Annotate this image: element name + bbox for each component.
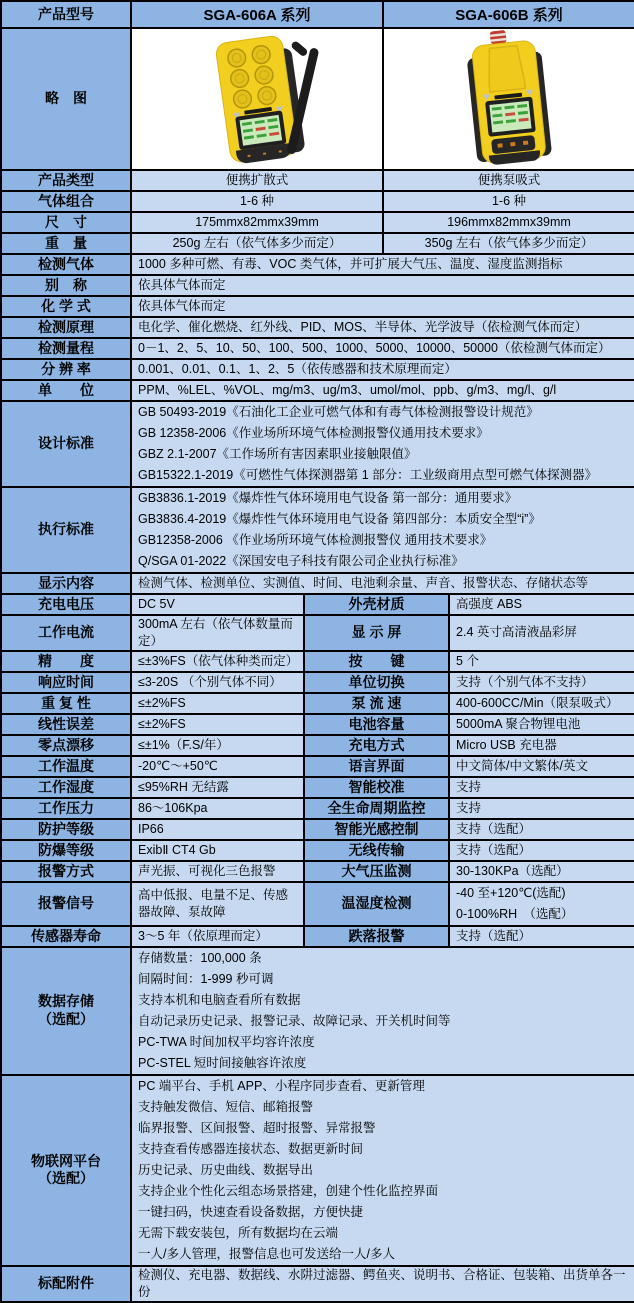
spec-row-label: 设计标准 (1, 401, 131, 487)
spec-row-label: 报警方式 (1, 861, 131, 882)
spec-row-label-2: 跌落报警 (304, 926, 449, 947)
spec-value-line: 支持企业个性化云组态场景搭建，创建个性化监控界面 (138, 1183, 439, 1198)
spec-value-line: 存储数量：100,000 条 (138, 950, 262, 965)
spec-value-multiline (131, 401, 634, 487)
spec-value: 1000 多种可燃、有毒、VOC 类气体，并可扩展大气压、温度、湿度监测指标 (131, 254, 634, 275)
spec-row-label: 充电电压 (1, 594, 131, 615)
spec-value-left: ≤±2%FS (131, 693, 304, 714)
spec-row-label: 工作温度 (1, 756, 131, 777)
series-a-header: SGA-606A 系列 (131, 1, 383, 28)
spec-row (1, 170, 634, 191)
spec-value: 0.001、0.01、0.1、1、2、5（依传感器和技术原理而定） (131, 359, 634, 380)
spec-row (1, 615, 634, 651)
spec-value-left: ≤±3%FS（依气体种类而定） (131, 651, 304, 672)
sga-606a-device-photo (132, 29, 382, 169)
spec-value: PPM、%LEL、%VOL、mg/m3、ug/m3、umol/mol、ppb、g/m3、mg/l、g/l (131, 380, 634, 401)
spec-row (1, 380, 634, 401)
spec-value-right: 400-600CC/Min（限泵吸式） (449, 693, 634, 714)
spec-row (1, 1, 634, 28)
sga-606b-device-photo (384, 29, 634, 169)
spec-row-label: 传感器寿命 (1, 926, 131, 947)
spec-value-line: 历史记录、历史曲线、数据导出 (138, 1162, 314, 1177)
spec-value-right: 支持（选配） (449, 819, 634, 840)
spec-row-label (1, 947, 131, 1075)
spec-row (1, 735, 634, 756)
spec-value-line: GB 12358-2006《作业场所环境气体检测报警仪通用技术要求》 (138, 426, 489, 440)
spec-row-label: 化 学 式 (1, 296, 131, 317)
spec-value: 检测气体、检测单位、实测值、时间、电池剩余量、声音、报警状态、存储状态等 (131, 573, 634, 594)
spec-value-line: 一人/多人管理，报警信息也可发送给一人/多人 (138, 1246, 395, 1261)
spec-row-label-line2: （选配） (38, 1170, 94, 1187)
spec-value: 依具体气体而定 (131, 296, 634, 317)
spec-row-label: 线性误差 (1, 714, 131, 735)
spec-row-label (1, 1075, 131, 1266)
spec-row (1, 840, 634, 861)
spec-value-right: 支持 (449, 777, 634, 798)
spec-row (1, 28, 634, 170)
spec-row-label-2: 泵 流 速 (304, 693, 449, 714)
spec-row (1, 573, 634, 594)
spec-value-left: -20℃～+50℃ (131, 756, 304, 777)
spec-row-label: 响应时间 (1, 672, 131, 693)
spec-value-b: 1-6 种 (383, 191, 634, 212)
spec-value-left: ≤95%RH 无结露 (131, 777, 304, 798)
spec-row-label-2: 温湿度检测 (304, 882, 449, 926)
spec-row-label: 防护等级 (1, 819, 131, 840)
spec-value-right: 支持（个别气体不支持） (449, 672, 634, 693)
spec-row-label: 重 量 (1, 233, 131, 254)
spec-row-label-2: 单位切换 (304, 672, 449, 693)
spec-value-right: 高强度 ABS (449, 594, 634, 615)
spec-row-label: 显示内容 (1, 573, 131, 594)
spec-value-a: 1-6 种 (131, 191, 383, 212)
spec-row (1, 947, 634, 1075)
spec-row (1, 254, 634, 275)
spec-value-right: Micro USB 充电器 (449, 735, 634, 756)
spec-row-label: 执行标准 (1, 487, 131, 573)
spec-row (1, 275, 634, 296)
spec-row-label: 产品类型 (1, 170, 131, 191)
spec-row (1, 882, 634, 926)
spec-row-label-2: 电池容量 (304, 714, 449, 735)
spec-value-right: 2.4 英寸高清液晶彩屏 (449, 615, 634, 651)
spec-row-label: 产品型号 (1, 1, 131, 28)
device-a-image-cell (131, 28, 383, 170)
spec-row (1, 317, 634, 338)
spec-row (1, 714, 634, 735)
spec-value-line: GBZ 2.1-2007《工作场所有害因素职业接触限值》 (138, 447, 417, 461)
spec-value-right: 支持（选配） (449, 840, 634, 861)
spec-row-label-2: 充电方式 (304, 735, 449, 756)
spec-row-label: 重 复 性 (1, 693, 131, 714)
spec-row-label-2: 按 键 (304, 651, 449, 672)
spec-value-a: 250g 左右（依气体多少而定） (131, 233, 383, 254)
spec-value-line: 0-100%RH （选配） (456, 906, 574, 921)
spec-value-left: IP66 (131, 819, 304, 840)
spec-table-body (1, 1, 634, 1302)
spec-row-label-line1: 物联网平台 (31, 1152, 101, 1169)
spec-row (1, 1075, 634, 1266)
spec-row-label: 别 称 (1, 275, 131, 296)
spec-value-line: PC 端平台、手机 APP、小程序同步查看、更新管理 (138, 1078, 425, 1093)
spec-value-right: 支持（选配） (449, 926, 634, 947)
spec-row (1, 401, 634, 487)
spec-value-line: 间隔时间：1-999 秒可调 (138, 971, 274, 986)
series-b-header: SGA-606B 系列 (383, 1, 634, 28)
spec-row-label: 检测量程 (1, 338, 131, 359)
spec-row-label: 检测原理 (1, 317, 131, 338)
spec-row (1, 798, 634, 819)
spec-row-label: 工作压力 (1, 798, 131, 819)
spec-row (1, 338, 634, 359)
spec-value-a: 便携扩散式 (131, 170, 383, 191)
spec-value-left: 3～5 年（依原理而定） (131, 926, 304, 947)
spec-value-line: GB15322.1-2019《可燃性气体探测器第 1 部分：工业级商用点型可燃气体探测器》 (138, 468, 598, 482)
spec-row-label: 略 图 (1, 28, 131, 170)
spec-value: 电化学、催化燃烧、红外线、PID、MOS、半导体、光学波导（依检测气体而定） (131, 317, 634, 338)
spec-row-label-2: 智能校准 (304, 777, 449, 798)
spec-value-line: 临界报警、区间报警、超时报警、异常报警 (138, 1120, 376, 1135)
spec-row (1, 1266, 634, 1302)
spec-row-label: 单 位 (1, 380, 131, 401)
spec-value-multiline (131, 487, 634, 573)
spec-value: 依具体气体而定 (131, 275, 634, 296)
spec-row (1, 594, 634, 615)
spec-row-label: 气体组合 (1, 191, 131, 212)
spec-row-label: 工作电流 (1, 615, 131, 651)
spec-row (1, 819, 634, 840)
spec-row-label: 报警信号 (1, 882, 131, 926)
spec-value-b: 便携泵吸式 (383, 170, 634, 191)
spec-value-left: 高中低报、电量不足、传感器故障、泵故障 (131, 882, 304, 926)
spec-row-label-2: 智能光感控制 (304, 819, 449, 840)
spec-value-multiline (131, 947, 634, 1075)
spec-value-line: 支持查看传感器连接状态、数据更新时间 (138, 1141, 364, 1156)
spec-value-line: PC-TWA 时间加权平均容许浓度 (138, 1034, 315, 1049)
spec-row-label-2: 无线传输 (304, 840, 449, 861)
spec-value-line: GB12358-2006 《作业场所环境气体检测报警仪 通用技术要求》 (138, 533, 493, 547)
spec-value-left: 声光振、可视化三色报警 (131, 861, 304, 882)
spec-row (1, 926, 634, 947)
spec-value-line: PC-STEL 短时间接触容许浓度 (138, 1055, 307, 1070)
spec-value-left: ≤±1%（F.S/年） (131, 735, 304, 756)
spec-value-left: DC 5V (131, 594, 304, 615)
spec-value-line: GB3836.4-2019《爆炸性气体环境用电气设备 第四部分：本质安全型“i”》 (138, 512, 541, 526)
spec-value-left: ExibⅡ CT4 Gb (131, 840, 304, 861)
spec-row (1, 191, 634, 212)
spec-value-line: Q/SGA 01-2022《深国安电子科技有限公司企业执行标准》 (138, 554, 464, 568)
spec-row-label: 零点漂移 (1, 735, 131, 756)
spec-value-right: 5000mA 聚合物锂电池 (449, 714, 634, 735)
spec-row-label: 检测气体 (1, 254, 131, 275)
spec-row-label-line2: （选配） (38, 1010, 94, 1027)
spec-value-left: 300mA 左右（依气体数量而定） (131, 615, 304, 651)
spec-row-label: 尺 寸 (1, 212, 131, 233)
spec-row-label-line1: 数据存储 (38, 993, 94, 1010)
spec-value: 0－1、2、5、10、50、100、500、1000、5000、10000、50000（依检测气体而定） (131, 338, 634, 359)
spec-value-line: 一键扫码，快速查看设备数据，方便快捷 (138, 1204, 364, 1219)
spec-value: 检测仪、充电器、数据线、水阱过滤器、鳄鱼夹、说明书、合格证、包装箱、出货单各一份 (131, 1266, 634, 1302)
spec-value-right-multiline (449, 882, 634, 926)
spec-value-line: GB 50493-2019《石油化工企业可燃气体和有毒气体检测报警设计规范》 (138, 405, 539, 419)
device-b-image-cell (383, 28, 634, 170)
spec-row-label-2: 大气压监测 (304, 861, 449, 882)
spec-row (1, 672, 634, 693)
spec-value-multiline (131, 1075, 634, 1266)
spec-value-a: 175mmx82mmx39mm (131, 212, 383, 233)
spec-row-label-2: 外壳材质 (304, 594, 449, 615)
spec-row (1, 777, 634, 798)
spec-row-label-2: 语言界面 (304, 756, 449, 777)
spec-value-left: ≤±2%FS (131, 714, 304, 735)
spec-row (1, 693, 634, 714)
spec-value-b: 350g 左右（依气体多少而定） (383, 233, 634, 254)
spec-value-line: 无需下载安装包，所有数据均在云端 (138, 1225, 339, 1240)
spec-row (1, 212, 634, 233)
spec-row (1, 651, 634, 672)
spec-row (1, 756, 634, 777)
spec-value-line: 支持本机和电脑查看所有数据 (138, 992, 301, 1007)
spec-row-label-2: 显 示 屏 (304, 615, 449, 651)
spec-row (1, 861, 634, 882)
spec-row-label: 标配附件 (1, 1266, 131, 1302)
spec-row-label: 精 度 (1, 651, 131, 672)
spec-row (1, 359, 634, 380)
spec-value-line: -40 至+120℃(选配) (456, 885, 566, 900)
spec-row-label: 工作湿度 (1, 777, 131, 798)
spec-value-right: 中文简体/中文繁体/英文 (449, 756, 634, 777)
spec-row (1, 233, 634, 254)
spec-row (1, 296, 634, 317)
spec-value-right: 支持 (449, 798, 634, 819)
spec-value-line: 支持触发微信、短信、邮箱报警 (138, 1099, 314, 1114)
spec-value-b: 196mmx82mmx39mm (383, 212, 634, 233)
spec-value-right: 30-130KPa（选配） (449, 861, 634, 882)
spec-row-label: 分 辨 率 (1, 359, 131, 380)
spec-value-left: 86～106Kpa (131, 798, 304, 819)
spec-row-label: 防爆等级 (1, 840, 131, 861)
spec-row-label-2: 全生命周期监控 (304, 798, 449, 819)
spec-value-left: ≤3-20S （个别气体不同） (131, 672, 304, 693)
spec-value-line: 自动记录历史记录、报警记录、故障记录、开关机时间等 (138, 1013, 451, 1028)
spec-value-line: GB3836.1-2019《爆炸性气体环境用电气设备 第一部分：通用要求》 (138, 491, 518, 505)
spec-value-right: 5 个 (449, 651, 634, 672)
spec-row (1, 487, 634, 573)
